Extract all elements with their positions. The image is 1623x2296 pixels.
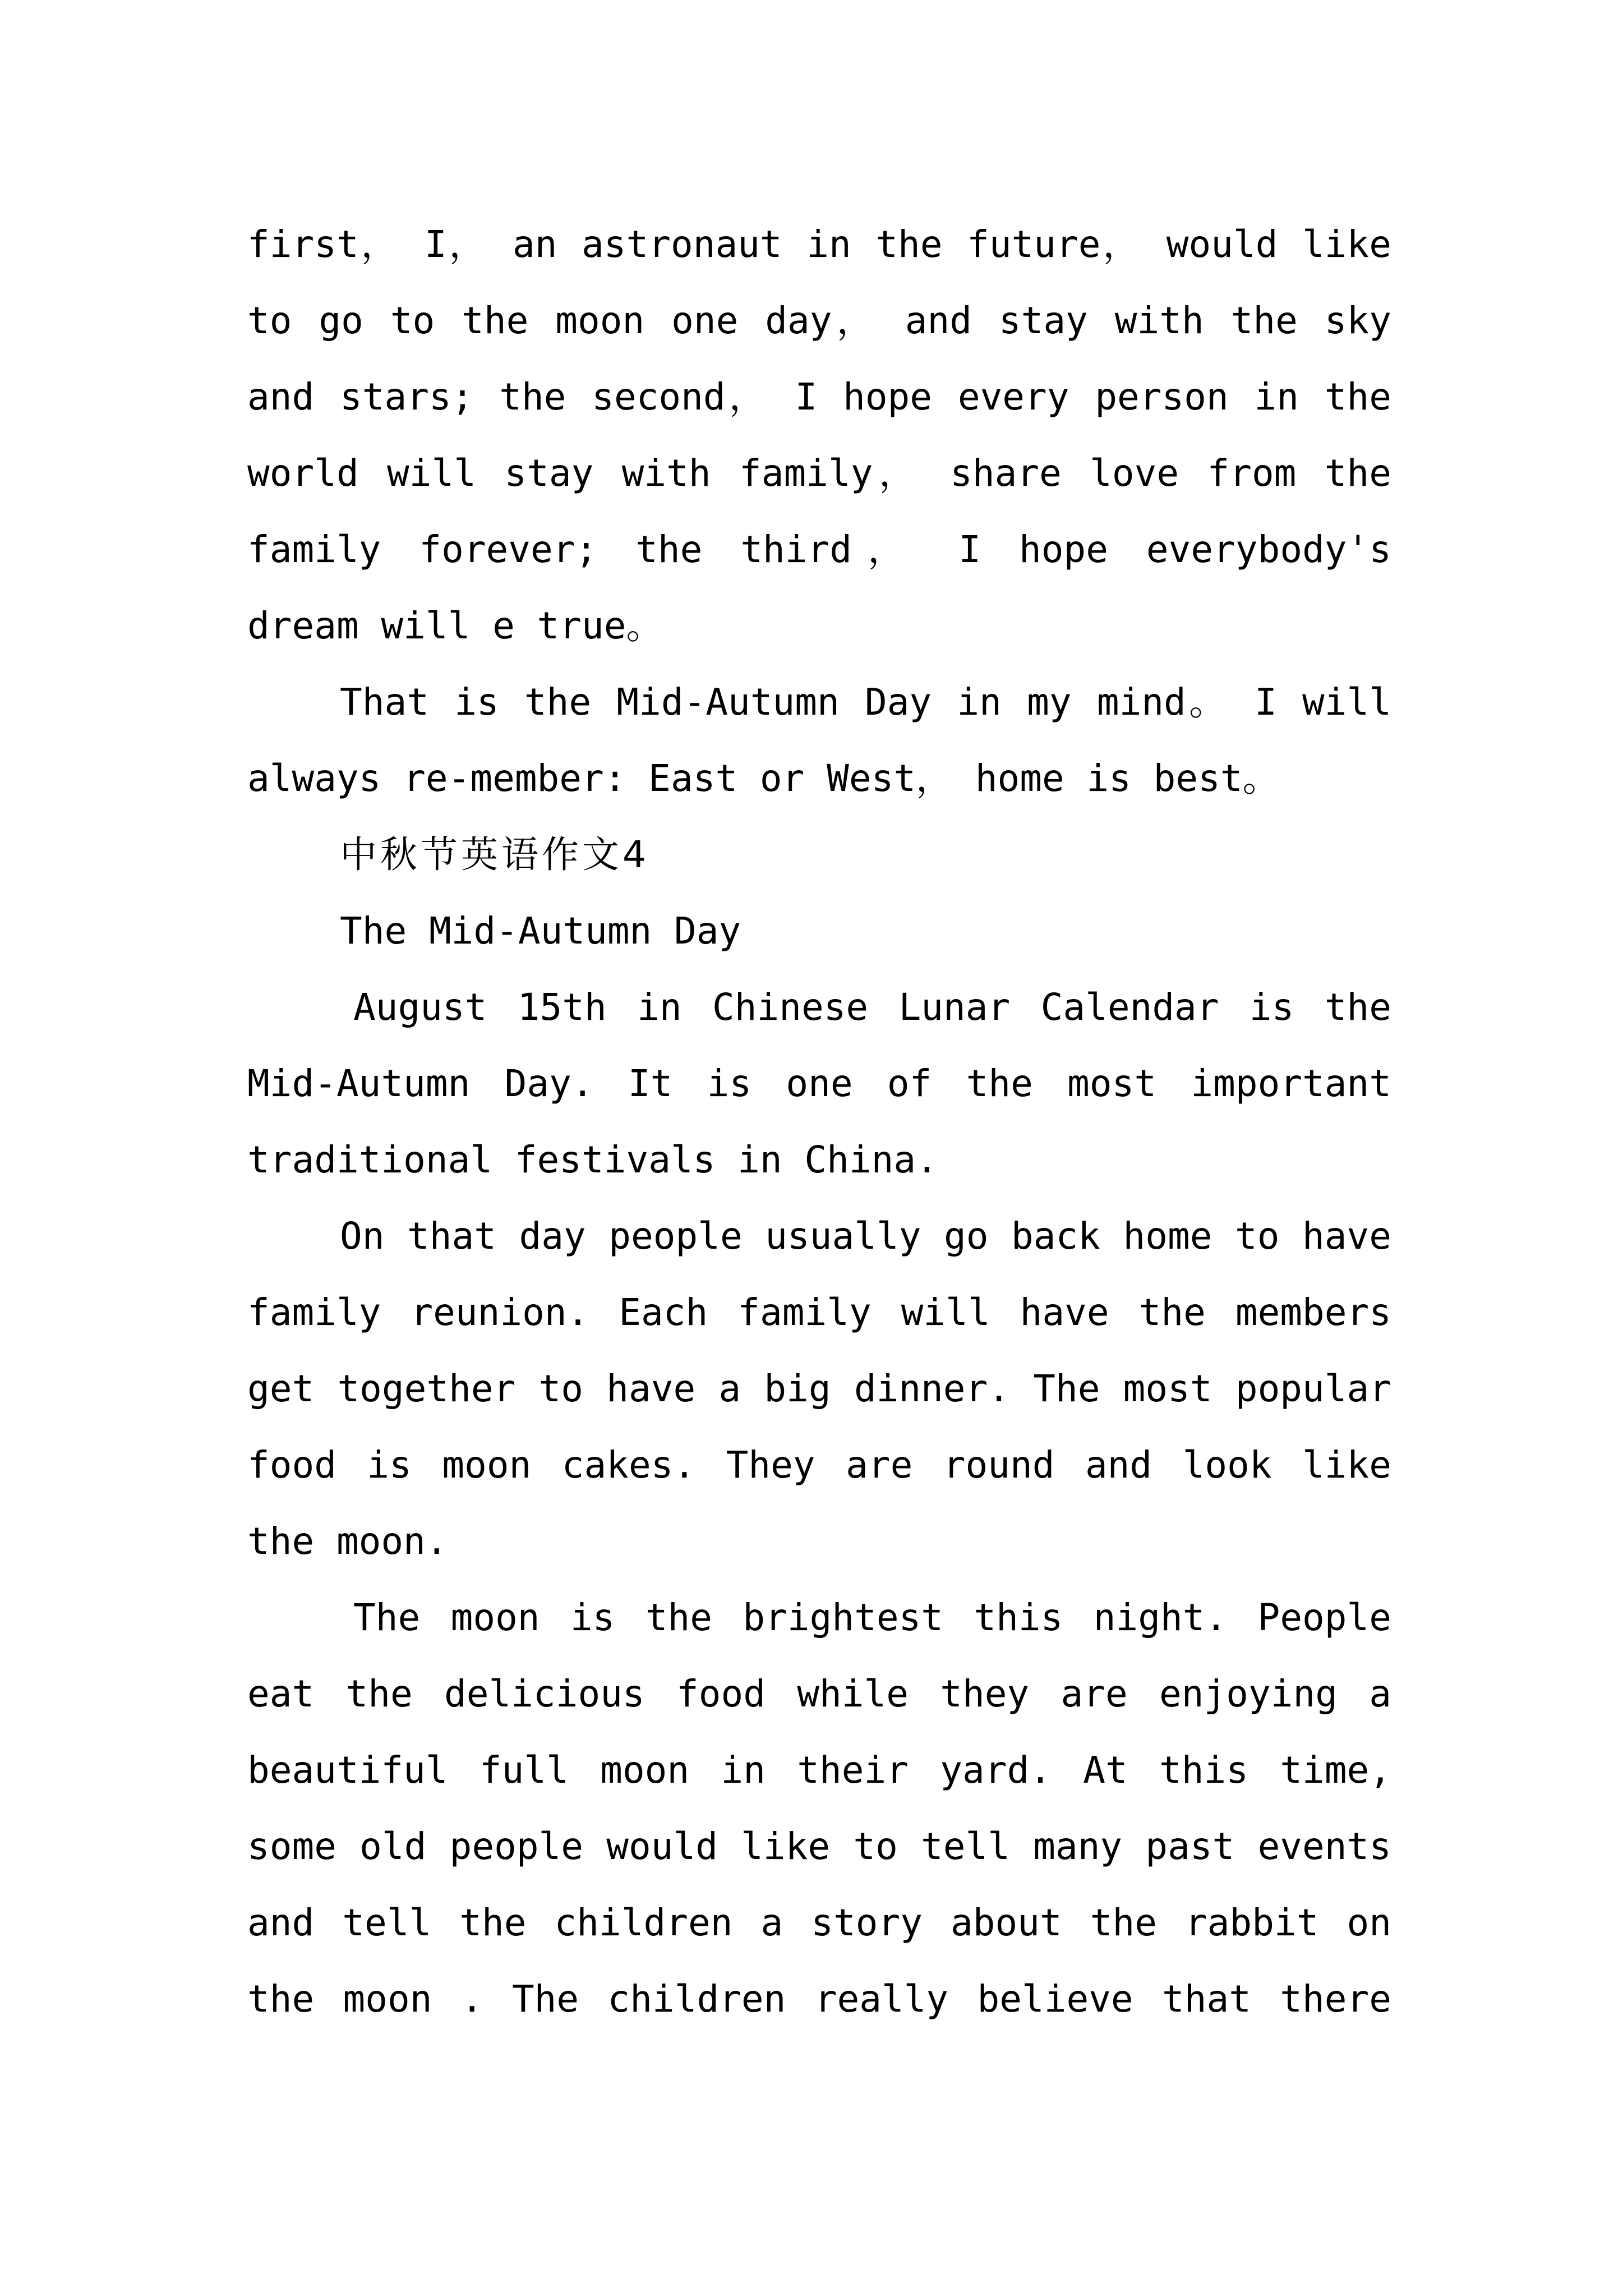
- text-line: traditional festivals in China.: [247, 1138, 938, 1181]
- section-heading: 中秋节英语作文4: [340, 833, 649, 876]
- text-line: world will stay with family， share love from the: [247, 452, 1391, 495]
- text-line: and stars; the second， I hope every person in the: [247, 375, 1391, 418]
- text-line: family reunion. Each family will have the members: [247, 1291, 1391, 1334]
- text-line: always re-member: East or West， home is best。: [247, 757, 1280, 800]
- text-line: dream will e true。: [247, 604, 663, 647]
- text-line: get together to have a big dinner. The most popular: [247, 1367, 1391, 1410]
- paragraph-first-line: On that day people usually go back home to have: [340, 1214, 1391, 1258]
- text-line: the moon . The children really believe that there: [247, 1977, 1391, 2021]
- text-line: first， I， an astronaut in the future， would like: [247, 223, 1391, 266]
- paragraph-first-line: The moon is the brightest this night. People: [353, 1596, 1391, 1639]
- text-line: beautiful full moon in their yard. At this time,: [247, 1749, 1391, 1792]
- text-line: Mid-Autumn Day. It is one of the most important: [247, 1062, 1391, 1105]
- essay-title: The Mid-Autumn Day: [340, 909, 741, 953]
- text-line: some old people would like to tell many past events: [247, 1825, 1391, 1868]
- paragraph-first-line: August 15th in Chinese Lunar Calendar is the: [353, 986, 1391, 1029]
- text-line: the moon.: [247, 1520, 448, 1563]
- text-line: food is moon cakes. They are round and look like: [247, 1443, 1391, 1487]
- text-line: to go to the moon one day， and stay with the sky: [247, 299, 1391, 342]
- text-line: family forever; the third， I hope everybody's: [247, 528, 1391, 571]
- text-line: eat the delicious food while they are enjoying a: [247, 1672, 1391, 1715]
- text-line: and tell the children a story about the rabbit on: [247, 1901, 1391, 1944]
- paragraph-first-line: That is the Mid-Autumn Day in my mind。 I will: [340, 680, 1391, 724]
